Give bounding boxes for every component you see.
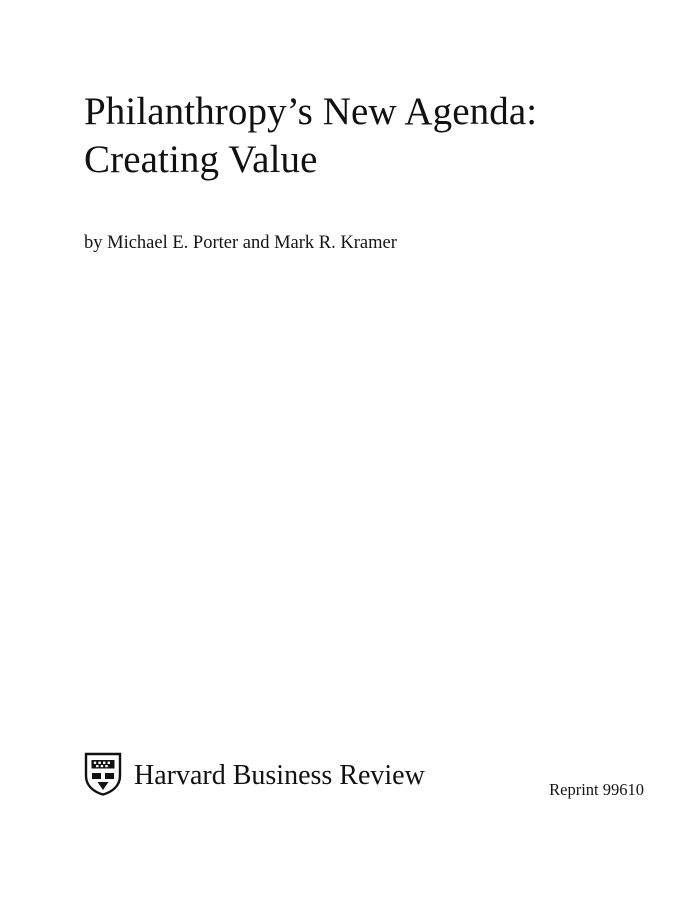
title-line-2: Creating Value <box>84 138 318 181</box>
page-title <box>84 88 624 184</box>
page-footer <box>0 752 700 822</box>
publisher-brand <box>84 752 425 796</box>
title-line-1: Philanthropy’s New Agenda: <box>84 90 538 133</box>
reprint-code: Reprint 99610 <box>549 780 644 799</box>
byline: by Michael E. Porter and Mark R. Kramer <box>84 233 397 253</box>
brand-name: Harvard Business Review <box>134 760 425 791</box>
harvard-shield-icon <box>84 752 122 796</box>
